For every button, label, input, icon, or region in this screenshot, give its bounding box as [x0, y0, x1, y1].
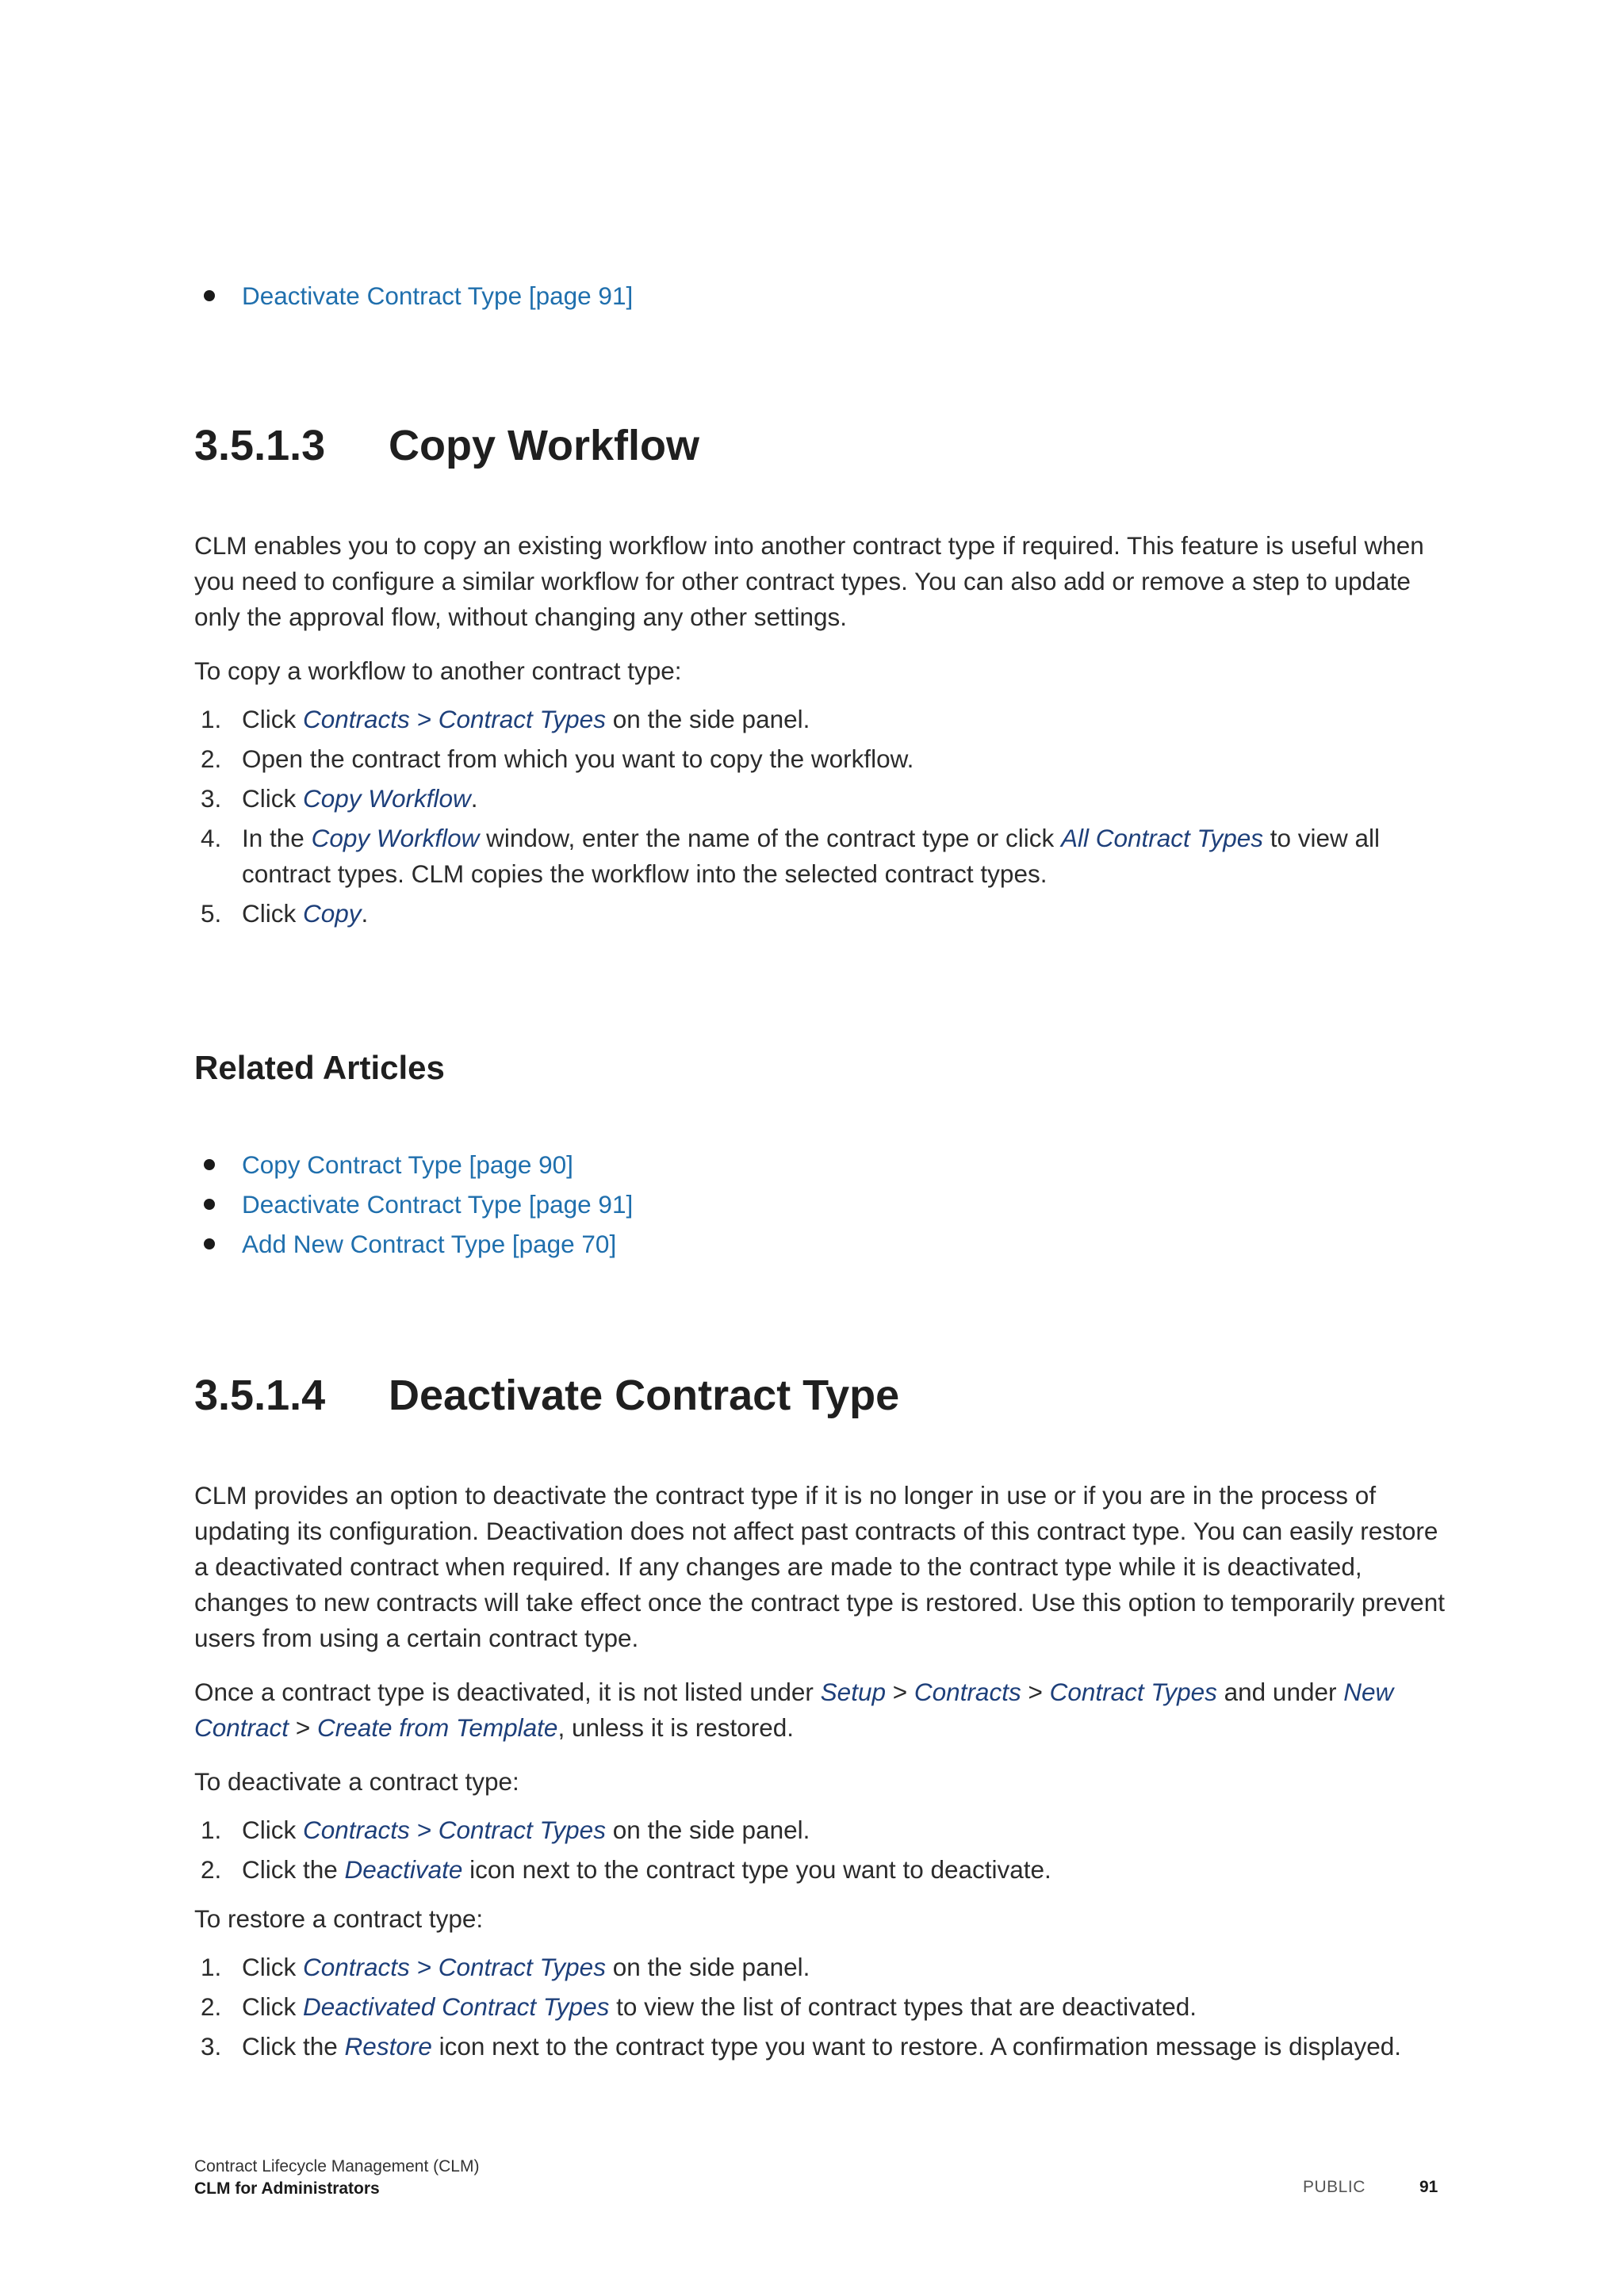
copy-workflow-body: [194, 528, 1447, 936]
step-text: to view all contract types. CLM copies the workflow into the selected contract types.: [242, 824, 1381, 888]
step-text: Click the: [242, 1855, 345, 1884]
ui-path: Contracts > Contract Types: [303, 705, 606, 733]
ui-path: Copy Workflow: [303, 784, 471, 813]
step-number: 5.: [201, 899, 222, 928]
related-links: [194, 1145, 1447, 1264]
ui-path: Contracts > Contract Types: [303, 1953, 606, 1981]
ui-path: Restore: [344, 2032, 432, 2061]
step-text: .: [470, 784, 478, 813]
paragraph: CLM provides an option to deactivate the contract type if it is no longer in use or if you are in the process of updating its configuration. Deactivation does not affect past contracts of this contract type. You can easily restore a deactivated contract when required. If any changes are made to the contract type while it is deactivated, changes to new contracts will take effect once the contract type is restored. Use this option to temporarily prevent users from using a certain contract type.: [194, 1481, 1445, 1652]
deactivate-body: [194, 1478, 1447, 2068]
related-link-list: [194, 1145, 1447, 1264]
step-text: .: [361, 899, 369, 928]
paragraph: To deactivate a contract type:: [194, 1767, 519, 1796]
step-text: icon next to the contract type you want to deactivate.: [462, 1855, 1051, 1884]
list-item: [194, 1224, 1447, 1264]
deactivate-steps: [194, 1812, 1447, 1888]
ui-path: New Contract: [194, 1678, 1394, 1742]
step-number: 2.: [201, 744, 222, 773]
step-number: 2.: [201, 1855, 222, 1884]
top-link-list: [194, 276, 1447, 316]
list-item: [194, 896, 1447, 932]
list-item: [194, 821, 1447, 892]
footer-page-number: 91: [1419, 2178, 1438, 2196]
step-text: Click: [242, 1953, 303, 1981]
text: Once a contract type is deactivated, it is not listed under: [194, 1678, 821, 1706]
section-title: Deactivate Contract Type: [389, 1372, 900, 1419]
text: and under: [1216, 1678, 1344, 1706]
section-heading: [194, 1370, 1447, 1421]
list-item: [194, 1812, 1447, 1848]
text: >: [886, 1678, 914, 1706]
link-copy-contract-type[interactable]: Copy Contract Type [page 90]: [242, 1150, 573, 1179]
list-item: [194, 702, 1447, 737]
step-text: on the side panel.: [605, 1816, 810, 1844]
list-item: [194, 1989, 1447, 2025]
step-text: Open the contract from which you want to copy the workflow.: [242, 744, 914, 773]
ui-path: Contracts: [914, 1678, 1021, 1706]
step-text: Click: [242, 1816, 303, 1844]
step-text: Click the: [242, 2032, 345, 2061]
step-text: icon next to the contract type you want to restore. A confirmation message is displayed.: [431, 2032, 1401, 2061]
step-number: 4.: [201, 824, 222, 852]
restore-steps: [194, 1950, 1447, 2064]
link-deactivate-contract-type[interactable]: Deactivate Contract Type [page 91]: [242, 1190, 634, 1219]
ui-path: Deactivate: [344, 1855, 463, 1884]
step-text: on the side panel.: [605, 1953, 810, 1981]
link-deactivate-contract-type[interactable]: Deactivate Contract Type [page 91]: [242, 281, 634, 310]
ui-path: Copy: [303, 899, 362, 928]
ui-path: All Contract Types: [1061, 824, 1263, 852]
step-text: In the: [242, 824, 312, 852]
ui-path: Create from Template: [316, 1713, 558, 1742]
paragraph: To copy a workflow to another contract type:: [194, 656, 682, 685]
list-item: [194, 2029, 1447, 2064]
paragraph: To restore a contract type:: [194, 1904, 484, 1933]
step-number: 1.: [201, 1953, 222, 1981]
section-number: 3.5.1.3: [194, 422, 326, 469]
list-item: [194, 1184, 1447, 1224]
list-item: [194, 1852, 1447, 1888]
section-title: Copy Workflow: [389, 422, 700, 469]
text: , unless it is restored.: [557, 1713, 795, 1742]
ui-path: Contracts > Contract Types: [303, 1816, 606, 1844]
ui-path: Setup: [820, 1678, 886, 1706]
step-text: on the side panel.: [605, 705, 810, 733]
related-articles: [194, 1047, 1447, 1089]
top-links: [194, 276, 1447, 316]
ui-path: Deactivated Contract Types: [303, 1992, 610, 2021]
copy-workflow-steps: [194, 702, 1447, 932]
list-item: [194, 741, 1447, 777]
footer-doc-subtitle: CLM for Administrators: [194, 2179, 380, 2198]
ui-path: Contract Types: [1049, 1678, 1217, 1706]
step-text: Click: [242, 1992, 303, 2021]
list-item: [194, 781, 1447, 817]
related-articles-heading: Related Articles: [194, 1049, 445, 1086]
step-text: window, enter the name of the contract type or click: [479, 824, 1061, 852]
step-text: Click: [242, 705, 303, 733]
section-heading: [194, 420, 1447, 471]
step-number: 1.: [201, 1816, 222, 1844]
step-text: Click: [242, 899, 303, 928]
footer-doc-info: [194, 2156, 479, 2200]
step-number: 3.: [201, 2032, 222, 2061]
ui-path: Copy Workflow: [311, 824, 480, 852]
footer-doc-title: Contract Lifecycle Management (CLM): [194, 2157, 480, 2175]
step-number: 1.: [201, 705, 222, 733]
step-text: Click: [242, 784, 303, 813]
text: >: [1021, 1678, 1050, 1706]
link-add-new-contract-type[interactable]: Add New Contract Type [page 70]: [242, 1230, 617, 1258]
footer-classification: PUBLIC: [1303, 2178, 1365, 2196]
list-item: [194, 1145, 1447, 1184]
section-number: 3.5.1.4: [194, 1372, 326, 1419]
text: >: [289, 1713, 317, 1742]
step-text: to view the list of contract types that are deactivated.: [609, 1992, 1197, 2021]
paragraph: [194, 1674, 1447, 1746]
step-number: 2.: [201, 1992, 222, 2021]
list-item: [194, 1950, 1447, 1985]
paragraph: CLM enables you to copy an existing workflow into another contract type if required. This feature is useful when you need to configure a similar workflow for other contract types. You can also add or remove a step to update only the approval flow, without changing any other settings.: [194, 531, 1424, 631]
section-copy-workflow: [194, 420, 1447, 471]
list-item: [194, 276, 1447, 316]
step-number: 3.: [201, 784, 222, 813]
section-deactivate-contract-type: [194, 1370, 1447, 1421]
